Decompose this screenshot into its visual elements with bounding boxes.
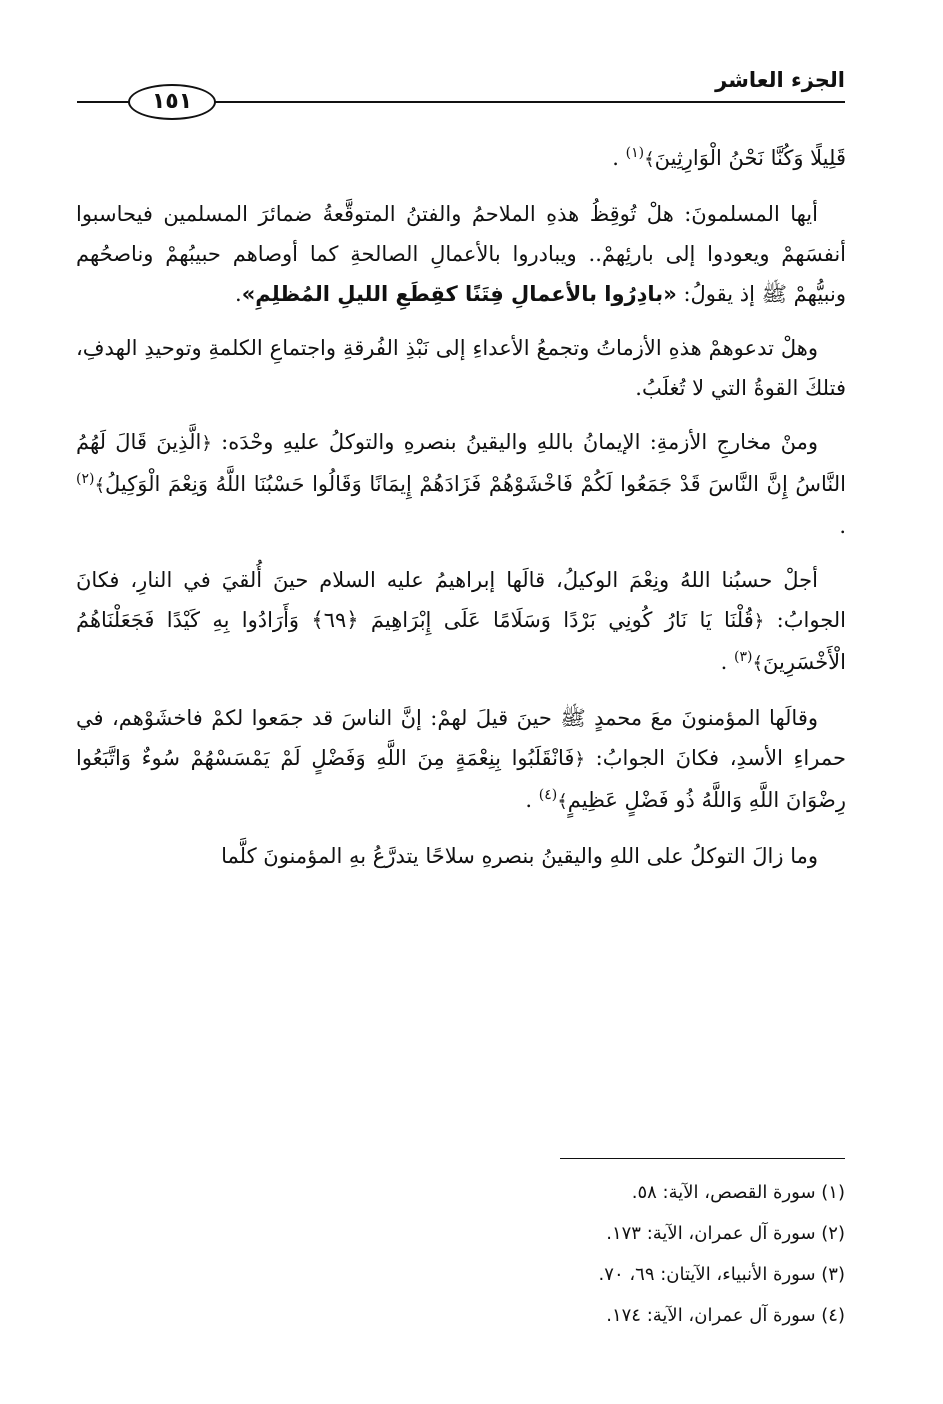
hadith-quote: «بادِرُوا بالأعمالِ فِتَنًا كقِطَعِ الليلِ المُظلِمِ» bbox=[241, 282, 677, 306]
footnote-2: (٢) سورة آل عمران، الآية: ١٧٣. bbox=[606, 1223, 845, 1244]
footnote-ref-3: (٣) bbox=[734, 649, 753, 665]
footnote-4: (٤) سورة آل عمران، الآية: ١٧٤. bbox=[606, 1305, 845, 1326]
quran-verse: الَّذِينَ قَالَ لَهُمُ النَّاسُ إِنَّ النَّاسَ قَدْ جَمَعُوا لَكُمْ فَاخْشَوْهُمْ فَزَادَهُمْ إِيمَانًا وَقَالُوا حَسْبُنَا اللَّهُ وَنِعْمَ الْوَكِيلُ bbox=[76, 430, 846, 496]
page-number-badge: ١٥١ bbox=[128, 84, 216, 120]
quran-open-ornament: ﴿ bbox=[574, 749, 586, 770]
footnote-ref-2: (٢) bbox=[76, 471, 95, 487]
quran-close-ornament: ﴾ bbox=[752, 653, 764, 674]
footnotes bbox=[245, 1172, 845, 1336]
paragraph-2: أيها المسلمونَ: هلْ تُوقِظُ هذهِ الملاحمُ والفتنُ المتوقَّعةُ ضمائرَ المسلمين فيحاسبوا أنفسَهمْ ويعودوا إلى بارئِهمْ.. ويبادروا بالأعمالِ الصالحةِ كما أوصاهم حبيبُهمْ وناصحُهم ونبيُّهمْ ﷺ إذ يقولُ: «بادِرُوا بالأعمالِ فِتَنًا كقِطَعِ الليلِ المُظلِمِ». bbox=[76, 202, 846, 306]
footnote-ref-4: (٤) bbox=[538, 787, 558, 803]
paragraph-2-text: أيها المسلمونَ: هلْ تُوقِظُ هذهِ الملاحمُ والفتنُ المتوقَّعةُ ضمائرَ المسلمين فيحاسبوا أنفسَهمْ ويعودوا إلى بارئِهمْ.. ويبادروا بالأعمالِ الصالحةِ كما أوصاهم حبيبُهمْ وناصحُهم ونبيُّهمْ ﷺ إذ يقولُ: bbox=[76, 202, 846, 306]
paragraph-4: ومنْ مخارجِ الأزمةِ: الإيمانُ باللهِ واليقينُ بنصرهِ والتوكلُ عليهِ وحْدَه: ﴿الَّذِينَ قَالَ لَهُمُ النَّاسُ إِنَّ النَّاسَ قَدْ جَمَعُوا لَكُمْ فَاخْشَوْهُمْ فَزَادَهُمْ إِيمَانًا وَقَالُوا حَسْبُنَا اللَّهُ وَنِعْمَ الْوَكِيلُ﴾$^{(٢)}$ . bbox=[76, 430, 846, 538]
quran-close-ornament: ﴾ bbox=[644, 149, 655, 170]
quran-open-ornament: ﴿ bbox=[201, 433, 212, 454]
footnote-separator bbox=[560, 1158, 845, 1159]
paragraph-1: قَلِيلًا وَكُنَّا نَحْنُ الْوَارِثِينَ﴾$^{(١)}$ . bbox=[612, 145, 846, 170]
quran-verse: فَانْقَلَبُوا بِنِعْمَةٍ مِنَ اللَّهِ وَفَضْلٍ لَمْ يَمْسَسْهُمْ سُوءٌ وَاتَّبَعُوا رِضْوَانَ اللَّهِ وَاللَّهُ ذُو فَضْلٍ عَظِيمٍ bbox=[76, 746, 846, 812]
footnote-ref-1: (١) bbox=[625, 145, 645, 161]
paragraph-4-text: ومنْ مخارجِ الأزمةِ: الإيمانُ باللهِ واليقينُ بنصرهِ والتوكلُ عليهِ وحْدَه: bbox=[221, 430, 818, 454]
quran-verse: قَلِيلًا وَكُنَّا نَحْنُ الْوَارِثِينَ bbox=[654, 146, 846, 170]
footnote-1: (١) سورة القصص، الآية: ٥٨. bbox=[631, 1182, 845, 1203]
quran-verse: قُلْنَا يَا نَارُ كُونِي بَرْدًا وَسَلَامًا عَلَى إِبْرَاهِيمَ ﴿٦٩﴾ وَأَرَادُوا بِهِ كَيْدًا فَجَعَلْنَاهُمُ الْأَخْسَرِينَ bbox=[76, 608, 846, 674]
paragraph-3: وهلْ تدعوهمْ هذهِ الأزماتُ وتجمعُ الأعداءِ إلى نَبْذِ الفُرقةِ واجتماعِ الكلمةِ وتوحيدِ الهدفِ، فتلكَ القوةُ التي لا تُغلَبُ. bbox=[76, 336, 846, 400]
quran-close-ornament: ﴾ bbox=[557, 791, 568, 812]
paragraph-5: أجلْ حسبُنا اللهُ ونِعْمَ الوكيلُ، قالَها إبراهيمُ عليه السلام حينَ أُلقيَ في النارِ، فكانَ الجوابُ: ﴿قُلْنَا يَا نَارُ كُونِي بَرْدًا وَسَلَامًا عَلَى إِبْرَاهِيمَ ﴿٦٩﴾ وَأَرَادُوا بِهِ كَيْدًا فَجَعَلْنَاهُمُ الْأَخْسَرِينَ﴾$^{(٣)}$ . bbox=[76, 568, 846, 674]
paragraph-6: وقالَها المؤمنونَ معَ محمدٍ ﷺ حينَ قيلَ لهمْ: إنَّ الناسَ قد جمَعوا لكمْ فاخشَوْهم، في حمراءِ الأسدِ، فكانَ الجوابُ: ﴿فَانْقَلَبُوا بِنِعْمَةٍ مِنَ اللَّهِ وَفَضْلٍ لَمْ يَمْسَسْهُمْ سُوءٌ وَاتَّبَعُوا رِضْوَانَ اللَّهِ وَاللَّهُ ذُو فَضْلٍ عَظِيمٍ﴾$^{(٤)}$ . bbox=[76, 706, 846, 812]
main-text bbox=[76, 138, 846, 890]
paragraph-7: وما زالَ التوكلُ على اللهِ واليقينُ بنصرهِ سلاحًا يتدرَّعُ بهِ المؤمنونَ كلَّما bbox=[221, 844, 818, 868]
paragraph-5-text: أجلْ حسبُنا اللهُ ونِعْمَ الوكيلُ، قالَها إبراهيمُ عليه السلام حينَ أُلقيَ في النارِ، فكانَ الجوابُ: bbox=[76, 568, 846, 632]
paragraph-6-text: وقالَها المؤمنونَ معَ محمدٍ ﷺ حينَ قيلَ لهمْ: إنَّ الناسَ قد جمَعوا لكمْ فاخشَوْهم، في حمراءِ الأسدِ، فكانَ الجوابُ: bbox=[76, 706, 846, 770]
quran-open-ornament: ﴿ bbox=[753, 611, 765, 632]
running-title: الجزء العاشر bbox=[715, 68, 845, 92]
footnote-3: (٣) سورة الأنبياء، الآيتان: ٦٩، ٧٠. bbox=[598, 1264, 845, 1285]
quran-close-ornament: ﴾ bbox=[94, 475, 106, 496]
